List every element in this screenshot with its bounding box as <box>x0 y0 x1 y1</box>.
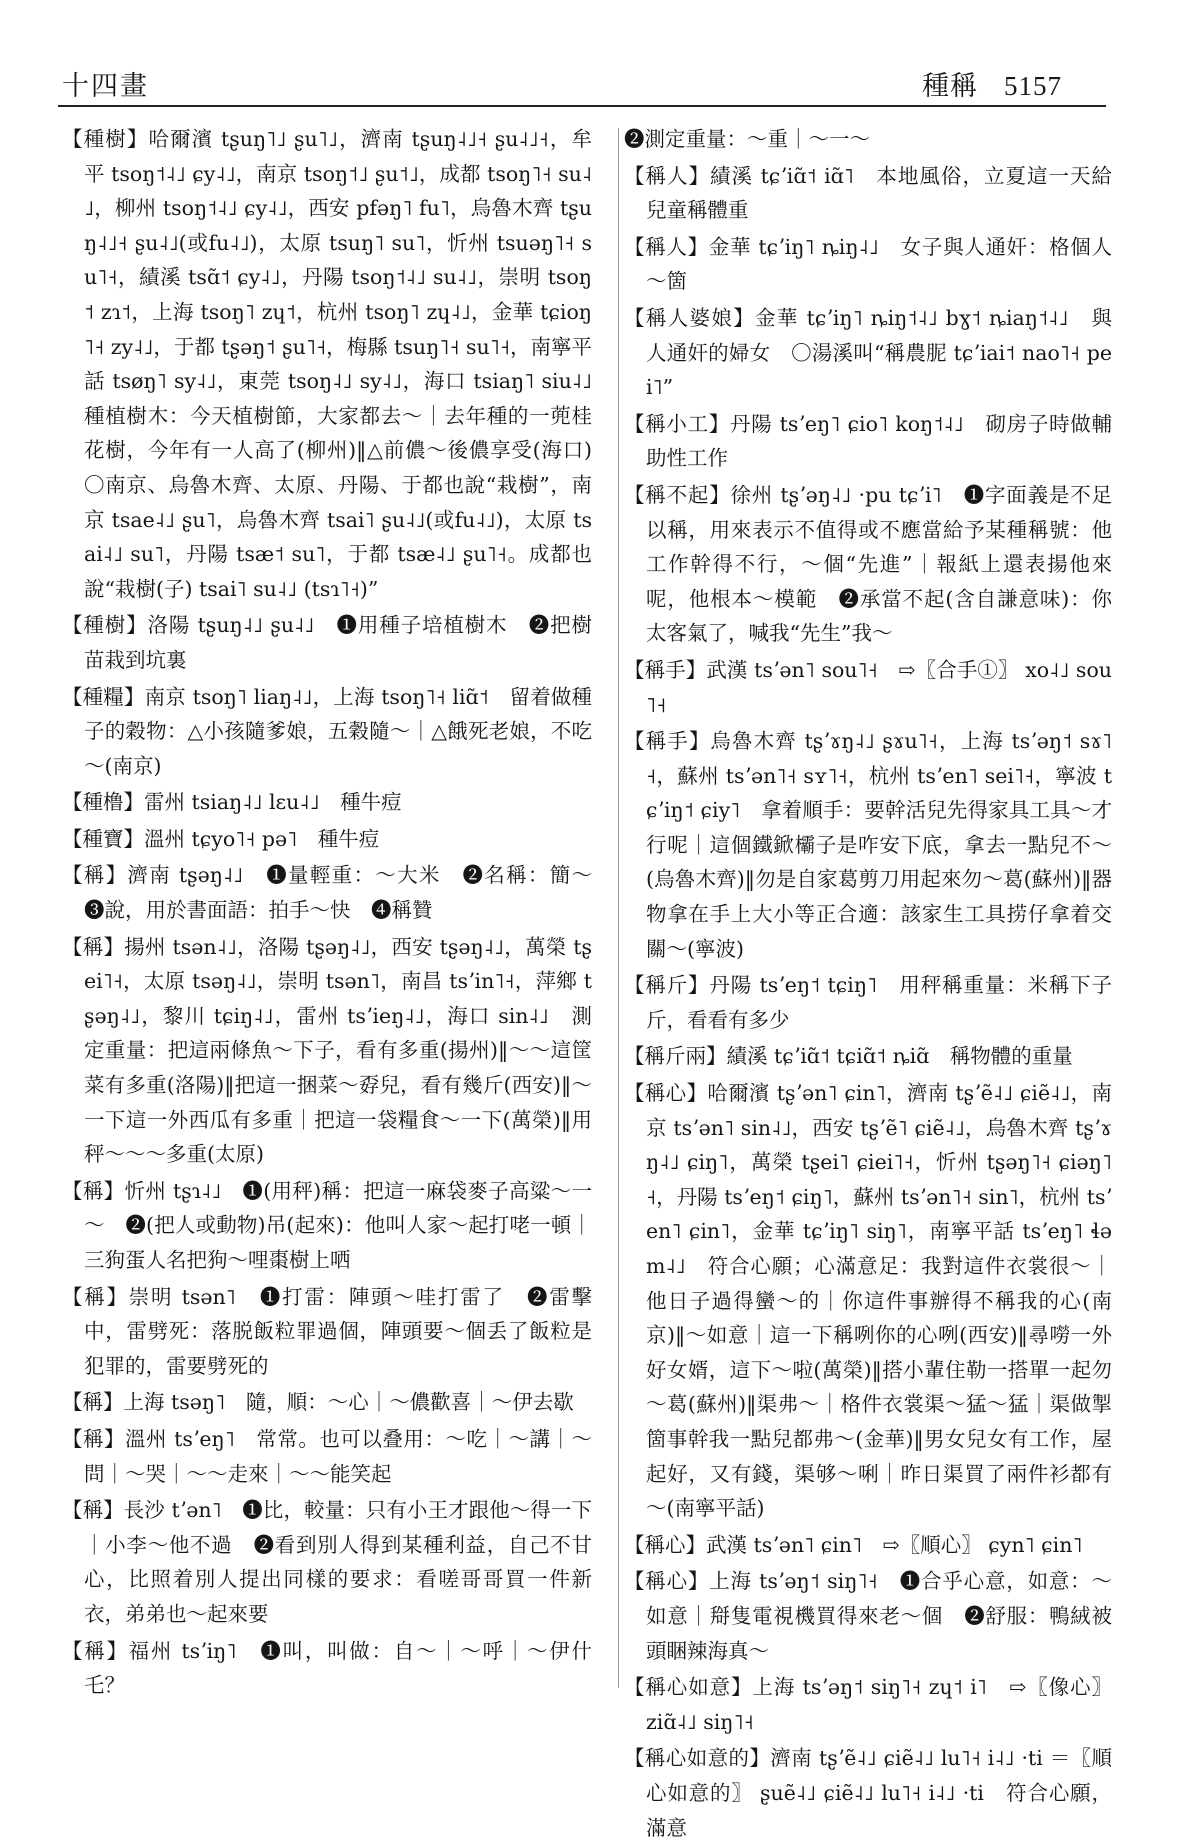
dictionary-entry: 【稱不起】徐州 tʂʼəŋ˨˩ ·pu tɕʼi˥ ❶字面義是不足以稱，用來表示不值得或不應當給予某種稱號：他工作幹得不行，～個“先進”｜報紙上還表揚他來呢，他根本～模範 ❷承當不起(含自謙意味)：你太客氣了，喊我“先生”我～ <box>624 482 1112 646</box>
dictionary-entry: 【稱人婆娘】金華 tɕʼiŋ˥ ȵiŋ˦˨˩ bɣ˦ ȵiaŋ˦˨˩ 與人通奸的婦女 〇湯溪叫“稱農胒 tɕʼiai˦ nao˥˧ pei˥” <box>624 305 1112 400</box>
dictionary-entry: 【稱手】武漢 tsʼən˥ sou˥˧ ⇨〖合手①〗 xo˨˩ sou˥˧ <box>624 657 1112 717</box>
dictionary-entry: 【種橹】雷州 tsiaŋ˨˩ lɛu˨˩ 種牛痘 <box>62 790 402 815</box>
dictionary-entry: 【種樹】哈爾濱 tʂuŋ˥˩ ʂu˥˩，濟南 tʂuŋ˨˩˧ ʂu˨˩˧，牟平 tsoŋ˦˨˩ ɕy˨˩，南京 tsoŋ˦˩ ʂu˦˩，成都 tsoŋ˥˧ su˨˩，柳州 tsoŋ˦˨˩ ɕy˨˩，西安 pfəŋ˥ fu˥，烏魯木齊 tʂuŋ˨˩˧ ʂu˨˩(或fu˨˩)，太原 tsuŋ˥ su˥，忻州 tsuəŋ˥˧ su˥˧，績溪 tsɑ̃˦ ɕy˨˩，丹陽 tsoŋ˦˨˩ su˨˩，崇明 tsoŋ˦ zɿ˦，上海 tsoŋ˥ zɥ˦，杭州 tsoŋ˥ zɥ˨˩，金華 tɕioŋ˥˧ zy˨˩，于都 tʂəŋ˦ ʂu˥˧，梅縣 tsuŋ˥˧ su˥˧，南寧平話 tsøŋ˥ sy˨˩，東莞 tsoŋ˨˩ sy˨˩，海口 tsiaŋ˥ siu˨˩ 種植樹木：今天植樹節，大家都去～｜去年種的一蔸桂花樹，今年有一人高了(柳州)‖△前儂～後儂享受(海口)〇南京、烏魯木齊、太原、丹陽、于都也說“栽樹”，南京 tsae˨˩ ʂu˥，烏魯木齊 tsai˥ ʂu˨˩(或fu˨˩)，太原 tsai˨˩ su˥，丹陽 tsæ˦ su˥，于都 tsæ˨˩ ʂu˥˧。成都也說“栽樹(子) tsai˥ su˨˩ (tsɿ˥˧)” <box>62 127 613 601</box>
dictionary-entry: 【種糧】南京 tsoŋ˥ liaŋ˨˩，上海 tsoŋ˥˧ liɑ̃˦ 留着做種子的穀物：△小孩隨爹娘，五穀隨～｜△餓死老娘，不吃～(南京) <box>62 684 592 778</box>
dictionary-entry: 【稱】崇明 tsən˥ ❶打雷：陣頭～哇打雷了 ❷雷擊中，雷劈死：落脱飯粒罪過個，陣頭要～個丢了飯粒是犯罪的，雷要劈死的 <box>62 1284 592 1378</box>
dictionary-entry: 【稱】長沙 tʼən˥ ❶比，較量：只有小王才跟他～得一下｜小李～他不過 ❷看到別人得到某種利益，自己不甘心，比照着別人提出同樣的要求：看嗟哥哥買一件新衣，弟弟也～起來要 <box>62 1498 592 1626</box>
dictionary-entry: 【稱小工】丹陽 tsʼeŋ˥ ɕio˥ koŋ˦˨˩ 砌房子時做輔助性工作 <box>624 411 1112 471</box>
headwords-label: 種稱 <box>922 71 978 102</box>
dictionary-entry: 【稱斤】丹陽 tsʼeŋ˦ tɕiŋ˥ 用秤稱重量：米稱下子斤，看看有多少 <box>624 973 1112 1032</box>
dictionary-entry: 【稱】溫州 tsʼeŋ˥ 常常。也可以叠用：～吃｜～講｜～問｜～哭｜～～走來｜～～能笑起 <box>62 1426 592 1486</box>
dictionary-entry: 【稱斤兩】績溪 tɕʼiɑ̃˦ tɕiɑ̃˦ ȵiɑ̃ 稱物體的重量 <box>624 1044 1073 1069</box>
column-divider <box>618 128 619 1688</box>
dictionary-entry: 【稱人】績溪 tɕʼiɑ̃˦ iɑ̃˥ 本地風俗，立夏這一天給兒童稱體重 <box>624 163 1112 223</box>
dictionary-entry: 【稱】忻州 tʂɿ˨˩ ❶(用秤)稱：把這一麻袋麥子高粱～一～ ❷(把人或動物)吊(起來)：他叫人家～起打咾一頓｜三狗蛋人名把狗～哩棗樹上哂 <box>62 1178 592 1272</box>
dictionary-entry: 【稱】揚州 tsən˨˩，洛陽 tʂəŋ˨˩，西安 tʂəŋ˨˩，萬榮 tʂei˥˧，太原 tsəŋ˨˩，崇明 tsən˥，南昌 tsʼin˥˧，萍鄉 tʂəŋ˨˩，黎川 tɕiŋ˨˩，雷州 tsʼieŋ˨˩，海口 sin˨˩ 測定重量：把這兩條魚～下子，看有多重(揚州)‖～～這筐菜有多重(洛陽)‖把這一捆菜～孬兒，看有幾斤(西安)‖～一下這一外西瓜有多重｜把這一袋糧食～一下(萬榮)‖用秤～～～多重(太原) <box>62 934 592 1167</box>
left-column <box>62 122 613 1705</box>
dictionary-entry: 【稱】上海 tsəŋ˥ 隨，順：～心｜～儂歡喜｜～伊去歇 <box>62 1390 574 1415</box>
dictionary-entry: 【種寶】溫州 tɕyo˥˧ pə˥ 種牛痘 <box>62 826 380 851</box>
dictionary-entry: ❷測定重量：～重｜～一～ <box>624 127 870 151</box>
dictionary-entry: 【稱】濟南 tʂəŋ˨˩ ❶量輕重：～大米 ❷名稱：簡～ ❸說，用於書面語：拍手～快 ❹稱贊 <box>62 863 613 923</box>
right-column <box>624 122 1112 1847</box>
dictionary-entry: 【稱人】金華 tɕʼiŋ˥ ȵiŋ˨˩ 女子與人通奸：格個人～箇 <box>624 234 1112 294</box>
dictionary-entry: 【稱】福州 tsʼiŋ˥ ❶叫，叫做：自～｜～呼｜～伊什乇？ <box>62 1638 592 1698</box>
dictionary-entry: 【稱心】哈爾濱 tʂʼən˥ ɕin˥，濟南 tʂʼẽ˨˩ ɕiẽ˨˩，南京 tsʼən˥ sin˨˩，西安 tʂʼẽ˥ ɕiẽ˨˩，烏魯木齊 tʂʼɤŋ˨˩ ɕiŋ˥，萬榮 tʂei˥ ɕiei˥˧，忻州 tʂəŋ˥˧ ɕiəŋ˥˧，丹陽 tsʼeŋ˦ ɕiŋ˥，蘇州 tsʼən˥˧ sin˥，杭州 tsʼen˥ ɕin˥，金華 tɕʼiŋ˥ siŋ˥，南寧平話 tsʼeŋ˥ ɬəm˨˩ 符合心願；心滿意足：我對這件衣裳很～｜他日子過得蠻～的｜你這件事辦得不稱我的心(南京)‖～如意｜這一下稱咧你的心咧(西安)‖尋嘮一外好女婿，這下～啦(萬榮)‖搭小輩住勒一搭單一起勿～葛(蘇州)‖渠弗～｜格件衣裳渠～猛～猛｜渠做掣箇事幹我一點兒都弗～(金華)‖男女兒女有工作，屋起好，又有錢，渠够～唎｜昨日渠買了兩件衫都有～(南寧平話) <box>624 1081 1112 1521</box>
dictionary-entry: 【種樹】洛陽 tʂuŋ˨˩ ʂu˨˩ ❶用種子培植樹木 ❷把樹苗栽到坑裏 <box>62 613 592 672</box>
section-header: 十四畫 <box>62 71 149 102</box>
dictionary-entry: 【稱手】烏魯木齊 tʂʼɤŋ˨˩ ʂɤu˥˧，上海 tsʼəŋ˦ sɤ˥˧，蘇州 tsʼən˥˧ sʏ˥˧，杭州 tsʼen˥ sei˥˧，寧波 tɕʼiŋ˦ ɕiy˥ 拿着順手：要幹活兒先得家具工具～才行呢｜這個鐵鍁欛子是咋安下底，拿去一點兒不～(烏魯木齊)‖勿是自家葛剪刀用起來勿～葛(蘇州)‖器物拿在手上大小等正合適：該家生工具捞仔拿着交關～(寧波) <box>624 729 1112 961</box>
page-number: 5157 <box>1004 71 1062 101</box>
dictionary-entry: 【稱心如意的】濟南 tʂʼẽ˨˩ ɕiẽ˨˩ lu˥˧ i˨˩ ·ti ＝〖順心如意的〗 ʂuẽ˨˩ ɕiẽ˨˩ lu˥˧ i˨˩ ·ti 符合心願，滿意 <box>624 1746 1112 1840</box>
dictionary-entry: 【稱心】武漢 tsʼən˥ ɕin˥ ⇨〖順心〗 ɕyn˥ ɕin˥ <box>624 1532 1083 1557</box>
dictionary-entry: 【稱心如意】上海 tsʼəŋ˦ siŋ˥˧ zɥ˦ i˥ ⇨〖像心〗 ziɑ̃˨˩ siŋ˥˧ <box>624 1675 1112 1734</box>
header-rule <box>58 105 1106 107</box>
dictionary-entry: 【稱心】上海 tsʼəŋ˦ siŋ˥˧ ❶合乎心意，如意：～如意｜搿隻電視機買得來老～個 ❷舒服：鴨絨被頭睏辣海真～ <box>624 1569 1112 1663</box>
running-head <box>922 64 1062 103</box>
